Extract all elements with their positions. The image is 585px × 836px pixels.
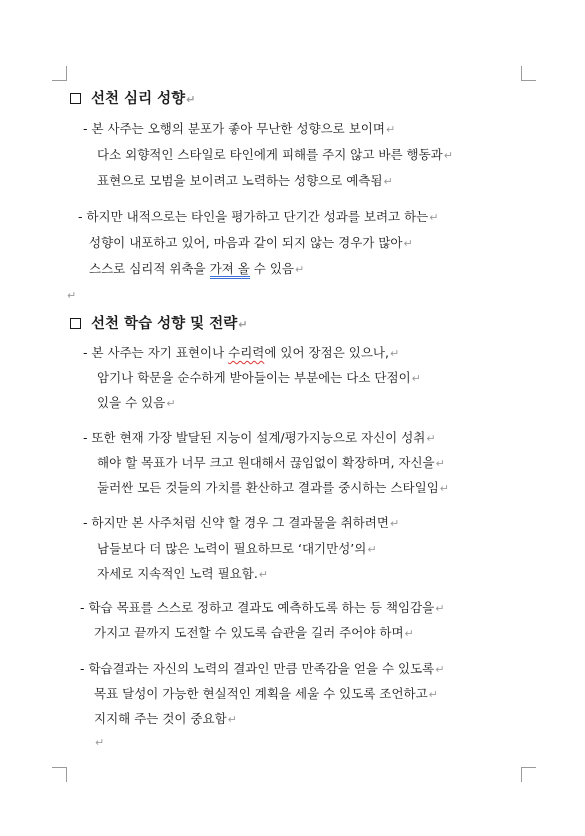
text-line[interactable] xyxy=(97,566,268,583)
line-text: - 본 사주는 오행의 분포가 좋아 무난한 성향으로 보이며 xyxy=(83,121,385,136)
paragraph-mark-icon: ↵ xyxy=(435,663,445,676)
line-text: 성향이 내포하고 있어, 마음과 같이 되지 않는 경우가 많아 xyxy=(89,235,403,250)
text-line[interactable] xyxy=(83,515,399,532)
text-line[interactable] xyxy=(80,661,444,678)
line-text: 목표 달성이 가능한 현실적인 계획을 세울 수 있도록 조언하고 xyxy=(94,686,428,701)
paragraph-mark-icon: ↵ xyxy=(258,568,269,581)
line-text: 있을 수 있음 xyxy=(97,395,166,410)
paragraph-mark-icon: ↵ xyxy=(426,432,436,445)
text-line[interactable] xyxy=(97,455,445,472)
proofing-mark[interactable]: 가져 올 xyxy=(210,261,250,279)
paragraph-mark-icon: ↵ xyxy=(67,289,77,302)
paragraph-mark-icon: ↵ xyxy=(389,517,400,530)
line-text: 가지고 끝까지 도전할 수 있도록 습관을 길러 주어야 하며 xyxy=(94,625,404,640)
paragraph-mark-icon: ↵ xyxy=(428,688,438,701)
paragraph-mark-icon: ↵ xyxy=(435,457,445,470)
line-text: - 본 사주는 자기 표현이나 수리력에 있어 장점은 있으나, xyxy=(83,345,389,360)
line-text: - 하지만 내적으로는 타인을 평가하고 단기간 성과를 보려고 하는 xyxy=(78,209,429,224)
text-line[interactable] xyxy=(97,173,393,190)
text-line[interactable] xyxy=(94,686,438,703)
text-line[interactable] xyxy=(94,625,414,642)
text-line[interactable] xyxy=(83,121,395,138)
line-text: - 학습결과는 자신의 노력의 결과인 만큼 만족감을 얻을 수 있도록 xyxy=(80,661,435,676)
paragraph-mark-icon: ↵ xyxy=(295,263,305,276)
line-text: - 하지만 본 사주처럼 신약 할 경우 그 결과물을 취하려면 xyxy=(83,515,389,530)
paragraph-mark-icon: ↵ xyxy=(429,211,439,224)
section-heading-psychology[interactable] xyxy=(70,90,195,109)
section-heading-learning[interactable] xyxy=(70,315,247,334)
paragraph-mark-icon: ↵ xyxy=(403,237,413,250)
text-line[interactable] xyxy=(97,541,377,558)
paragraph-mark-icon: ↵ xyxy=(385,123,396,136)
line-text: 선천 학습 성향 및 전략 xyxy=(91,316,238,332)
text-line[interactable] xyxy=(78,209,438,226)
crop-mark-top-right xyxy=(521,66,536,81)
paragraph-mark-icon: ↵ xyxy=(227,713,237,726)
paragraph-mark-icon: ↵ xyxy=(238,318,248,331)
line-text: 표현으로 모범을 보이려고 노력하는 성향으로 예측됨 xyxy=(97,173,383,188)
empty-paragraph[interactable] xyxy=(94,734,104,751)
text-line[interactable] xyxy=(94,711,237,728)
proofing-mark[interactable]: 수리력 xyxy=(228,345,265,360)
paragraph-mark-icon: ↵ xyxy=(95,736,105,749)
paragraph-mark-icon: ↵ xyxy=(411,372,421,385)
text-line[interactable] xyxy=(83,345,399,362)
line-text: - 또한 현재 가장 발달된 지능이 설계/평가지능으로 자신이 성취 xyxy=(83,430,426,445)
line-text: 자세로 지속적인 노력 필요함. xyxy=(97,566,258,581)
empty-paragraph[interactable] xyxy=(66,287,76,304)
crop-mark-bottom-right xyxy=(521,767,536,782)
line-text: - 학습 목표를 스스로 정하고 결과도 예측하도록 하는 등 책임감을 xyxy=(80,600,435,615)
paragraph-mark-icon: ↵ xyxy=(404,627,414,640)
paragraph-mark-icon: ↵ xyxy=(439,482,449,495)
crop-mark-top-left xyxy=(52,66,67,81)
paragraph-mark-icon: ↵ xyxy=(443,149,453,162)
paragraph-mark-icon: ↵ xyxy=(383,175,393,188)
checkbox-icon xyxy=(70,93,81,104)
line-text: 다소 외향적인 스타일로 타인에게 피해를 주지 않고 바른 행동과 xyxy=(97,147,443,162)
line-text: 남들보다 더 많은 노력이 필요하므로 ‘대기만성’의 xyxy=(97,541,367,556)
text-line[interactable] xyxy=(83,430,436,447)
line-text: 지지해 주는 것이 중요함 xyxy=(94,711,227,726)
crop-mark-bottom-left xyxy=(52,767,67,782)
line-text: 둘러싼 모든 것들의 가치를 환산하고 결과를 중시하는 스타일임 xyxy=(97,480,439,495)
text-line[interactable] xyxy=(97,147,453,164)
text-line[interactable] xyxy=(89,235,413,252)
checkbox-icon xyxy=(70,318,81,329)
line-text: 해야 할 목표가 너무 크고 원대해서 끊임없이 확장하며, 자신을 xyxy=(97,455,435,470)
text-line[interactable] xyxy=(97,370,421,387)
paragraph-mark-icon: ↵ xyxy=(435,602,445,615)
line-text: 스스로 심리적 위축을 가져 올 수 있음 xyxy=(89,261,294,279)
text-line[interactable] xyxy=(80,600,444,617)
text-line[interactable] xyxy=(97,395,176,412)
text-line[interactable] xyxy=(89,261,304,278)
paragraph-mark-icon: ↵ xyxy=(367,543,377,556)
line-text: 암기나 학문을 순수하게 받아들이는 부분에는 다소 단점이 xyxy=(97,370,411,385)
text-line[interactable] xyxy=(97,480,449,497)
paragraph-mark-icon: ↵ xyxy=(186,93,196,106)
paragraph-mark-icon: ↵ xyxy=(166,397,176,410)
line-text: 선천 심리 성향 xyxy=(91,91,186,107)
paragraph-mark-icon: ↵ xyxy=(389,347,400,360)
